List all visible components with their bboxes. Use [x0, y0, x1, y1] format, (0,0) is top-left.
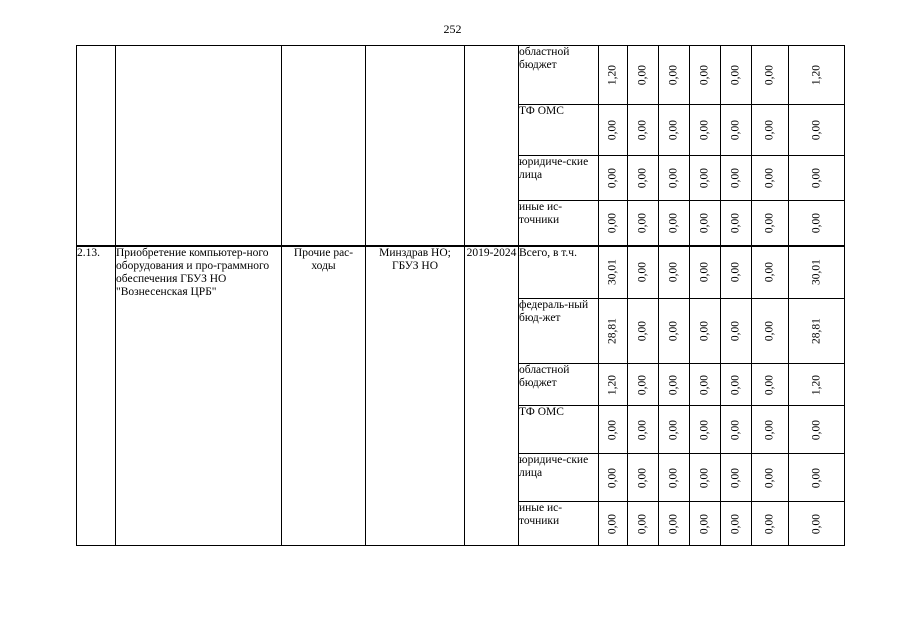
funding-source: федераль-ный бюд-жет [519, 299, 599, 364]
empty-expense-cell [282, 46, 366, 246]
value-cell: 0,00 [690, 201, 721, 246]
value-cell: 0,00 [628, 454, 659, 502]
value-cell: 0,00 [752, 156, 789, 201]
value-cell: 0,00 [659, 299, 690, 364]
total-cell: 0,00 [789, 454, 845, 502]
value-cell: 0,00 [628, 46, 659, 105]
value-cell: 0,00 [659, 454, 690, 502]
value-cell: 0,00 [659, 105, 690, 156]
value-cell: 0,00 [690, 364, 721, 406]
value-cell: 0,00 [599, 454, 628, 502]
value-cell: 0,00 [628, 246, 659, 299]
total-cell: 1,20 [789, 46, 845, 105]
table-row [77, 46, 845, 105]
value-cell: 0,00 [721, 46, 752, 105]
value-cell: 0,00 [628, 364, 659, 406]
item-number: 2.13. [77, 246, 116, 546]
total-cell: 0,00 [789, 156, 845, 201]
value-cell: 0,00 [599, 201, 628, 246]
value-cell: 0,00 [659, 156, 690, 201]
value-cell: 0,00 [659, 46, 690, 105]
value-cell: 0,00 [628, 502, 659, 546]
value-cell: 0,00 [752, 201, 789, 246]
funding-source: иные ис-точники [519, 502, 599, 546]
empty-name-cell [116, 46, 282, 246]
value-cell: 0,00 [690, 156, 721, 201]
value-cell: 0,00 [752, 406, 789, 454]
funding-source: ТФ ОМС [519, 406, 599, 454]
value-cell: 30,01 [599, 246, 628, 299]
value-cell: 28,81 [599, 299, 628, 364]
value-cell: 0,00 [659, 246, 690, 299]
value-cell: 0,00 [659, 201, 690, 246]
funding-source: иные ис-точники [519, 201, 599, 246]
empty-executor-cell [366, 46, 465, 246]
total-cell: 0,00 [789, 406, 845, 454]
value-cell: 0,00 [659, 364, 690, 406]
value-cell: 0,00 [659, 406, 690, 454]
value-cell: 0,00 [721, 406, 752, 454]
value-cell: 0,00 [752, 299, 789, 364]
value-cell: 0,00 [690, 299, 721, 364]
value-cell: 0,00 [690, 502, 721, 546]
page-number: 252 [443, 22, 462, 36]
total-cell: 28,81 [789, 299, 845, 364]
value-cell: 1,20 [599, 46, 628, 105]
executor: Минздрав НО; ГБУЗ НО [366, 246, 465, 546]
empty-period-cell [465, 46, 519, 246]
value-cell: 0,00 [721, 364, 752, 406]
value-cell: 0,00 [628, 406, 659, 454]
funding-source: Всего, в т.ч. [519, 246, 599, 299]
value-cell: 1,20 [599, 364, 628, 406]
value-cell: 0,00 [659, 502, 690, 546]
value-cell: 0,00 [690, 454, 721, 502]
expense-type: Прочие рас-ходы [282, 246, 366, 546]
value-cell: 0,00 [752, 105, 789, 156]
empty-number-cell [77, 46, 116, 246]
value-cell: 0,00 [690, 406, 721, 454]
table-row [77, 246, 845, 299]
value-cell: 0,00 [752, 46, 789, 105]
value-cell: 0,00 [628, 156, 659, 201]
value-cell: 0,00 [628, 299, 659, 364]
value-cell: 0,00 [690, 46, 721, 105]
value-cell: 0,00 [752, 502, 789, 546]
funding-source: юридиче-ские лица [519, 156, 599, 201]
value-cell: 0,00 [599, 156, 628, 201]
value-cell: 0,00 [721, 201, 752, 246]
value-cell: 0,00 [721, 299, 752, 364]
value-cell: 0,00 [628, 201, 659, 246]
funding-source: областной бюджет [519, 46, 599, 105]
funding-source: ТФ ОМС [519, 105, 599, 156]
value-cell: 0,00 [721, 454, 752, 502]
value-cell: 0,00 [599, 406, 628, 454]
value-cell: 0,00 [721, 156, 752, 201]
funding-source: областной бюджет [519, 364, 599, 406]
total-cell: 0,00 [789, 201, 845, 246]
value-cell: 0,00 [752, 364, 789, 406]
funding-source: юридиче-ские лица [519, 454, 599, 502]
value-cell: 0,00 [690, 105, 721, 156]
value-cell: 0,00 [599, 502, 628, 546]
period: 2019-2024 [465, 246, 519, 546]
value-cell: 0,00 [752, 246, 789, 299]
total-cell: 30,01 [789, 246, 845, 299]
total-cell: 1,20 [789, 364, 845, 406]
budget-table [76, 45, 845, 546]
value-cell: 0,00 [721, 502, 752, 546]
value-cell: 0,00 [599, 105, 628, 156]
total-cell: 0,00 [789, 502, 845, 546]
value-cell: 0,00 [690, 246, 721, 299]
value-cell: 0,00 [721, 246, 752, 299]
value-cell: 0,00 [721, 105, 752, 156]
total-cell: 0,00 [789, 105, 845, 156]
value-cell: 0,00 [752, 454, 789, 502]
item-name: Приобретение компьютер-ного оборудования и про-граммного обеспечения ГБУЗ НО "Вознесенская ЦРБ" [116, 246, 282, 546]
value-cell: 0,00 [628, 105, 659, 156]
